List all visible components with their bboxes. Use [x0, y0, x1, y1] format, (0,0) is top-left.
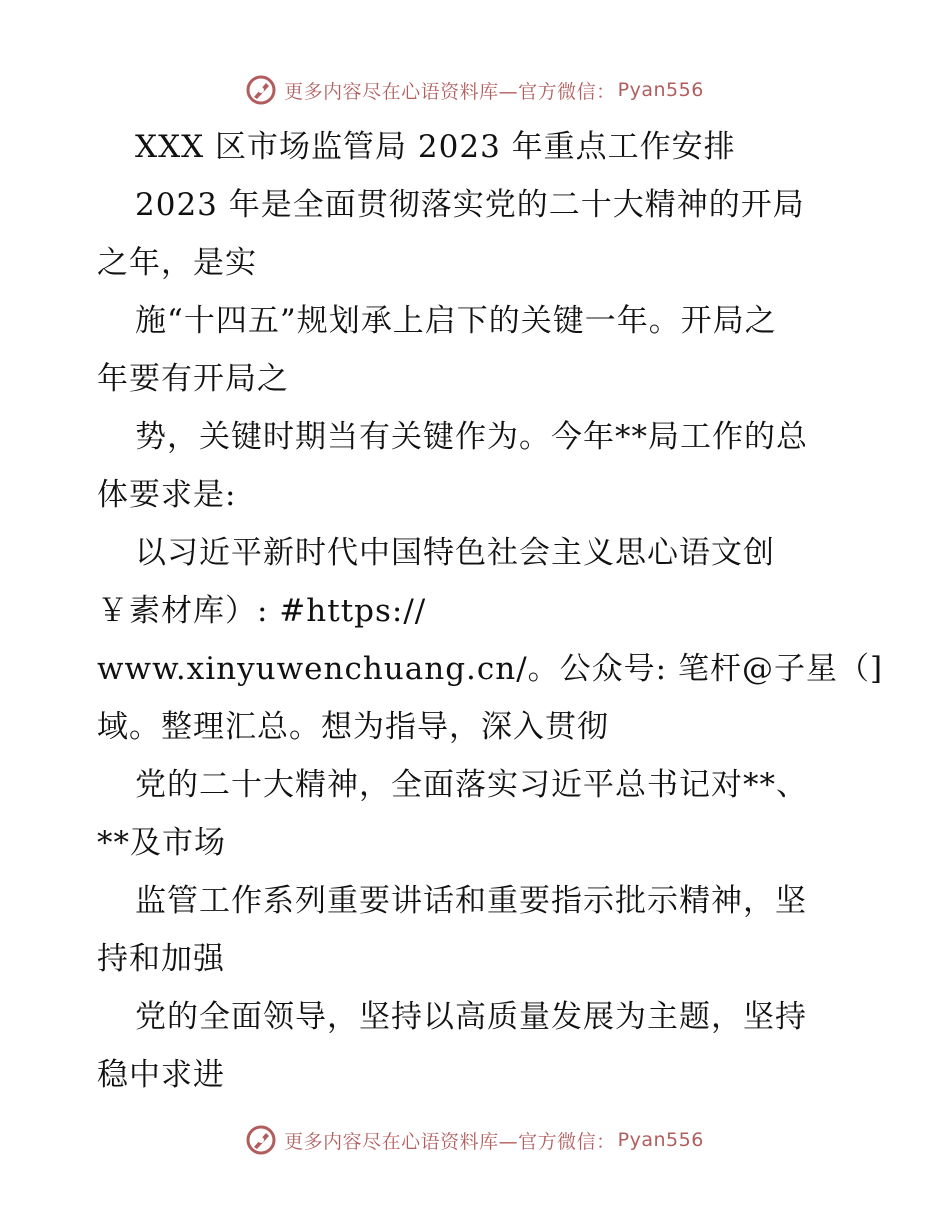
- paragraph-line: 之年，是实: [97, 245, 257, 281]
- paragraph-line: 监管工作系列重要讲话和重要指示批示精神，坚: [135, 883, 807, 919]
- paragraph-line: 党的全面领导，坚持以高质量发展为主题，坚持: [135, 999, 807, 1035]
- paragraph-line: 以习近平新时代中国特色社会主义思心语文创: [135, 535, 775, 571]
- footer-watermark: [0, 1120, 950, 1160]
- pen-logo-icon: [246, 75, 276, 105]
- paragraph-line: 2023 年是全面贯彻落实党的二十大精神的开局: [135, 187, 805, 223]
- paragraph-line: 党的二十大精神，全面落实习近平总书记对**、: [135, 767, 808, 803]
- paragraph-line: 持和加强: [97, 941, 225, 977]
- watermark-wechat-id: Pyan556: [617, 1129, 704, 1151]
- paragraph-line: 体要求是:: [97, 477, 237, 513]
- watermark-wechat-id: Pyan556: [617, 79, 704, 101]
- watermark-text: 更多内容尽在心语资料库—官方微信：: [284, 80, 616, 103]
- paragraph-line: 施“十四五”规划承上启下的关键一年。开局之: [135, 303, 777, 339]
- document-title: XXX 区市场监管局 2023 年重点工作安排: [135, 129, 736, 165]
- paragraph-line: 势，关键时期当有关键作为。今年**局工作的总: [135, 419, 808, 455]
- paragraph-line: www.xinyuwenchuang.cn/。公众号: 笔杆@子星（]: [97, 651, 884, 687]
- paragraph-line: ￥素材库）: #https://: [97, 593, 427, 629]
- paragraph-line: **及市场: [97, 825, 226, 861]
- paragraph-line: 年要有开局之: [97, 361, 289, 397]
- paragraph-line: 域。整理汇总。想为指导，深入贯彻: [97, 709, 609, 745]
- paragraph-line: 稳中求进: [97, 1057, 225, 1093]
- pen-logo-icon: [246, 1125, 276, 1155]
- watermark-text: 更多内容尽在心语资料库—官方微信：: [284, 1130, 616, 1153]
- header-watermark: [0, 70, 950, 110]
